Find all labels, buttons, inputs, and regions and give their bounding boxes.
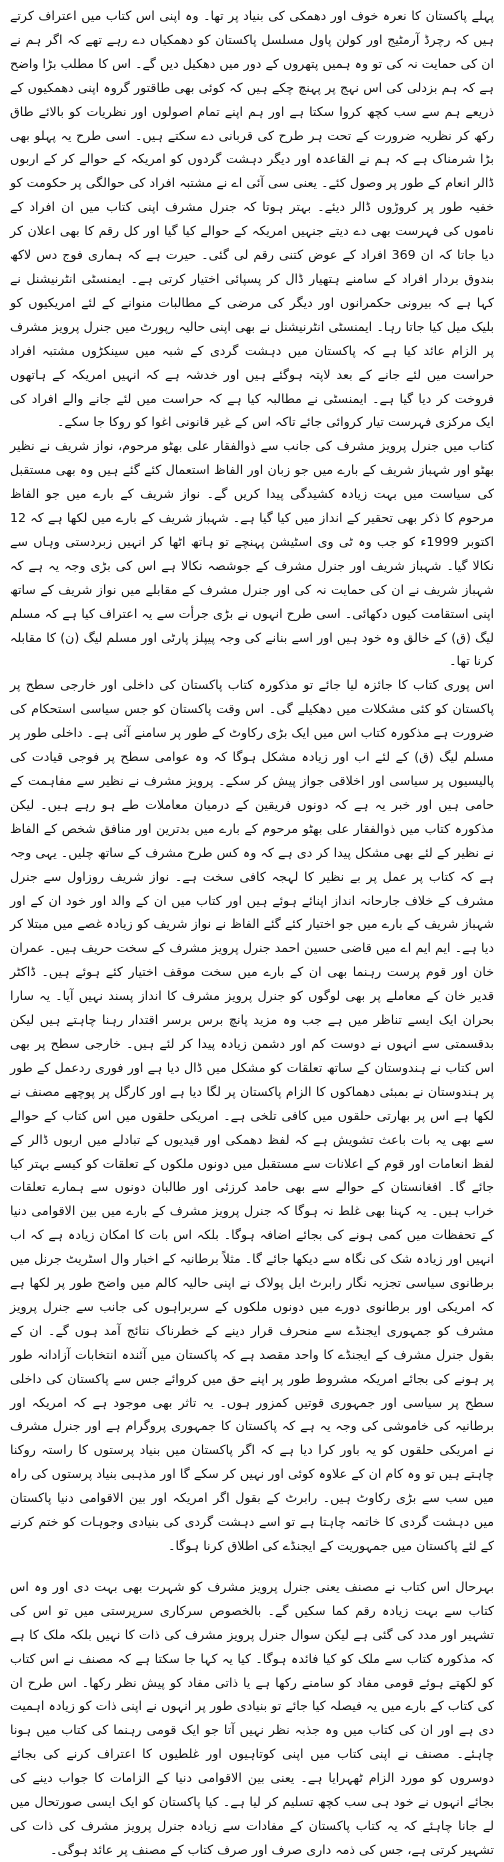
paragraph-spacer [10, 1558, 494, 1575]
article-paragraph-4: بہرحال اس کتاب نے مصنف یعنی جنرل پرویز مشرف کو شہرت بھی بہت دی اور وہ اس کتاب سے بہت زیادہ رقم کما سکیں گے۔ بالخصوص سرکاری سرپرستی میں تو اس کی تشہیر اور مدد کی گئی ہے لیکن سوال جنرل پرویز مشرف کی ذات کا نہیں بلکہ ملک کا ہے کہ مذکورہ کتاب سے ملک کو کیا فائدہ ہوگا۔ کیا یہ کہا جا سکتا ہے کہ مصنف نے اس کتاب کو لکھتے ہوئے قومی مفاد کو سامنے رکھا ہے یا ذاتی مفاد کو پیش نظر رکھا۔ اس طرح ان کی کتاب کے بارے میں یہ فیصلہ کیا جائے تو بنیادی طور پر انہوں نے اپنی ذات کو زیادہ اہمیت دی ہے اور ان کی کتاب میں وہ جذبہ نظر نہیں آتا جو ایک قومی رہنما کی کتاب میں ہونا چاہئے۔ مصنف نے اپنی کتاب میں اپنی کوتاہیوں اور غلطیوں کا اعتراف کرنے کی بجائے دوسروں کو مورد الزام ٹھہرایا ہے۔ یعنی بین الاقوامی دنیا کے الزامات کا جواب دینے کی بجائے انہوں نے خود ہی سب کچھ تسلیم کر لیا ہے۔ کیا پاکستان کو ایک ایسی صورتحال میں لے جانا چاہئے کہ یہ کتاب پاکستان کے مفادات سے زیادہ جنرل پرویز مشرف کی ذات کی تشہیر کرتی ہے، جس کی ذمہ داری صرف اور صرف کتاب کے مصنف پر عائد ہوگی۔ [10, 1578, 494, 1857]
article-paragraph-3: اس پوری کتاب کا جائزہ لیا جائے تو مذکورہ کتاب پاکستان کی داخلی اور خارجی سطح پر پاکستان کو کئی مشکلات میں دھکیلے گی۔ اس وقت پاکستان کو جس سیاسی استحکام کی ضرورت ہے مذکورہ کتاب اس میں ایک بڑی رکاوٹ کے طور پر سامنے آئی ہے۔ داخلی طور پر مسلم لیگ (ق) کے لئے اب اور زیادہ مشکل ہوگا کہ وہ عوامی سطح پر فوجی قیادت کی پالیسیوں پر سیاسی اور اخلاقی جواز پیش کر سکے۔ پرویز مشرف نے نظیر سے مفاہمت کے حامی ہیں اور خبر یہ ہے کہ دونوں فریقین کے درمیان معاملات طے ہو رہے ہیں۔ لیکن مذکورہ کتاب میں ذوالفقار علی بھٹو مرحوم کے بارے میں بدترین اور منافق شخص کے الفاظ نے نظیر کے لئے بھی مشکل پیدا کر دی ہے کہ وہ کس طرح مشرف کے ساتھ چلیں۔ یہی وجہ ہے کہ کتاب پر عمل پر بے نظیر کا لہجہ کافی سخت ہے۔ نواز شریف روزاول سے جنرل مشرف کے خلاف جارحانہ انداز اپنائے ہوئے ہیں اور کتاب میں ان کے والد اور خود ان کے اور شہباز شریف کے بارے میں جو اختیار کئے گئے الفاظ نے نواز شریف کو زیادہ غصے میں مبتلا کر دیا ہے۔ ایم ایم اے میں قاضی حسین احمد جنرل پرویز مشرف کے سخت حریف ہیں۔ عمران خان اور قوم پرست رہنما بھی ان کے بارے میں سخت موقف اختیار کئے ہوئے ہیں۔ ڈاکٹر قدیر خان کے معاملے پر بھی لوگوں کو جنرل پرویز مشرف کا انداز پسند نہیں آیا۔ یہ سارا بحران ایک ایسے تناظر میں ہے جب وہ مزید پانچ برس برسر اقتدار رہنا چاہتے ہیں لیکن بدقسمتی سے انہوں نے دوست کم اور دشمن زیادہ پیدا کر لئے ہیں۔ خارجی سطح پر بھی اس کتاب نے ہندوستان کے ساتھ تعلقات کو مشکل میں ڈال دیا ہے اور فوری ردعمل کے طور پر ہندوستان نے بمبئی دھماکوں کا الزام پاکستان پر لگا دیا ہے اور کارگل پر پوچھے مصنف نے لکھا ہے اس پر بھارتی حلقوں میں کافی تلخی ہے۔ امریکی حلقوں میں اس کتاب کے حوالے سے بھی یہ بات باعث تشویش ہے کہ لفظ دھمکی اور قیدیوں کے تبادلے میں اربوں ڈالر کے لفظ انعامات اور قوم کے اعلانات سے مستقبل میں دونوں ملکوں کے تعلقات کو کیسے بہتر کیا جائے گا۔ افغانستان کے حوالے سے بھی حامد کرزئی اور طالبان دونوں سے ہمارے تعلقات خراب ہیں۔ یہ کہنا بھی غلط نہ ہوگا کہ جنرل پرویز مشرف کے بارے میں بین الاقوامی دنیا کے تحفظات میں کمی ہونے کی بجائے اضافہ ہوگا۔ بلکہ اس بات کا امکان زیادہ ہے کہ اب انہیں اور زیادہ شک کی نگاہ سے دیکھا جائے گا۔ مثلاً برطانیہ کے اخبار وال اسٹریٹ جرنل میں برطانوی سیاسی تجزیہ نگار رابرٹ ایل پولاک نے اپنی حالیہ کالم میں واضح طور پر لکھا ہے کہ امریکی اور برطانوی دورے میں دونوں ملکوں کے سربراہوں کی جانب سے جنرل پرویز مشرف کو جمہوری ایجنڈے سے منحرف قرار دینے کے خطرناک نتائج آمد ہوں گے۔ ان کے بقول جنرل مشرف کے ایجنڈے کا واحد مقصد ہے کہ پاکستان میں آئندہ انتخابات آزادانہ طور پر ہونے کی بجائے امریکہ مشروط طور پر اپنے حق میں کروائے جس سے پاکستان کی داخلی سطح پر سیاسی اور جمہوری قوتیں کمزور ہوں۔ یہ تاثر بھی موجود ہے کہ امریکہ اور برطانیہ کی خاموشی کی وجہ یہ ہے کہ پاکستان کا جمہوری پروگرام ہے اور جنرل مشرف نے امریکی حلقوں کو یہ باور کرا دیا ہے کہ اگر پاکستان میں بنیاد پرستوں کا راستہ روکنا چاہتے ہیں تو وہ کام ان کے علاوہ کوئی اور نہیں کر سکے گا اور مذہبی بنیاد پرستوں کی راہ میں سب سے بڑی رکاوٹ ہیں۔ رابرٹ کے بقول اگر امریکہ اور بین الاقوامی دنیا پاکستان میں دہشت گردی کا خاتمہ چاہتا ہے تو اسے دہشت گردی کی بنیادی وجوہات کو ختم کرنے کے لئے پاکستان میں جمہوریت کے ایجنڈے کی اطلاق کرنا ہوگا۔ [10, 677, 495, 1553]
article-paragraph-2: کتاب میں جنرل پرویز مشرف کی جانب سے ذوالفقار علی بھٹو مرحوم، نواز شریف نے نظیر بھٹو اور شہباز شریف کے بارے میں جو زبان اور الفاظ استعمال کئے گئے ہیں وہ بھی مستقبل کی سیاست میں بہت زیادہ کشیدگی پیدا کریں گے۔ نواز شریف کے بارے میں جو الفاظ مرحوم کا ذکر بھی تحقیر کے انداز میں کیا گیا ہے۔ شہباز شریف کے بارے میں لکھا ہے کہ 12 اکتوبر 1999ء کو جب وہ ٹی وی اسٹیشن پہنچے تو ہاتھ اٹھا کر انہیں زبردستی وہاں سے نکالا گیا۔ شہباز شریف اور جنرل مشرف کے جوشصہ نکالا ہے اس کی بڑی وجہ یہ ہے کہ شہباز شریف نے ان کی حمایت نہ کی اور جنرل مشرف کے مقابلے میں نواز شریف کے ساتھ اپنی استقامت کیوں دکھائی۔ اسی طرح انہوں نے بڑی جرأت سے یہ اعتراف کیا ہے کہ مسلم لیگ (ق) کے خالق وہ خود ہیں اور اسے بنانے کی وجہ پیپلز پارٹی اور مسلم لیگ (ن) کا مقابلہ کرنا تھا۔ [10, 438, 494, 669]
article-paragraph-1: پہلے پاکستان کا نعرہ خوف اور دھمکی کی بنیاد پر تھا۔ وہ اپنی اس کتاب میں اعتراف کرتے ہیں کہ رچرڈ آرمٹیج اور کولن پاول مسلسل پاکستان کو دھمکیاں دے رہے تھے کہ اگر ہم نے ان کی حمایت نہ کی تو وہ ہمیں پتھروں کے دور میں دھکیل دیں گے۔ اس کا مطلب بڑا واضح ہے کہ ہم بزدلی کی اس نہج پر پہنچ چکے ہیں کہ کوئی بھی طاقتور گروہ اپنی دھمکیوں کے ذریعے ہم سے سب کچھ کروا سکتا ہے اور ہم اپنے تمام اصولوں اور نظریات کو بالائے طاق رکھ کر نظریہ ضرورت کے تحت ہر طرح کی قربانی دے سکتے ہیں۔ اسی طرح یہ پہلو بھی بڑا شرمناک ہے کہ ہم نے القاعدہ اور دیگر دہشت گردوں کو امریکہ کے حوالے کر کے اربوں ڈالر انعام کے طور پر وصول کئے۔ یعنی سی آئی اے نے مشتبہ افراد کی حوالگی پر حکومت کو خفیہ طور پر کروڑوں ڈالر دیئے۔ بہتر ہوتا کہ جنرل مشرف اپنی کتاب میں ان افراد کے ناموں کی فہرست بھی دے دیتے جنہیں امریکہ کے حوالے کیا گیا اور کل رقم کا بھی اعلان کر دیا جاتا کہ ان 369 افراد کے عوض کتنی رقم لی گئی۔ حیرت ہے کہ ہماری فوج دس لاکھ بندوق بردار افراد کے سامنے ہتھیار ڈال کر پسپائی اختیار کرتی ہے۔ ایمنسٹی انٹرنیشنل نے کہا ہے کہ بیرونی حکمرانوں اور دیگر کی مرضی کے مطالبات منوانے کے لئے امریکیوں کو بلیک میل کیا جاتا رہا۔ ایمنسٹی انٹرنیشنل نے بھی اپنی حالیہ رپورٹ میں جنرل پرویز مشرف پر الزام عائد کیا ہے کہ پاکستان میں دہشت گردی کے شبہ میں سینکڑوں مشتبہ افراد حراست میں لئے جانے کے بعد لاپتہ ہوگئے ہیں اور خدشہ ہے کہ انہیں امریکہ کے ہاتھوں فروخت کر دیا گیا ہے۔ ایمنسٹی نے مطالبہ کیا ہے کہ حراست میں لئے جانے والے افراد کی ایک مرکزی فہرست تیار کروائی جائے تاکہ اس کے غیر قانونی اغوا کو روکا جا سکے۔ [10, 8, 494, 430]
